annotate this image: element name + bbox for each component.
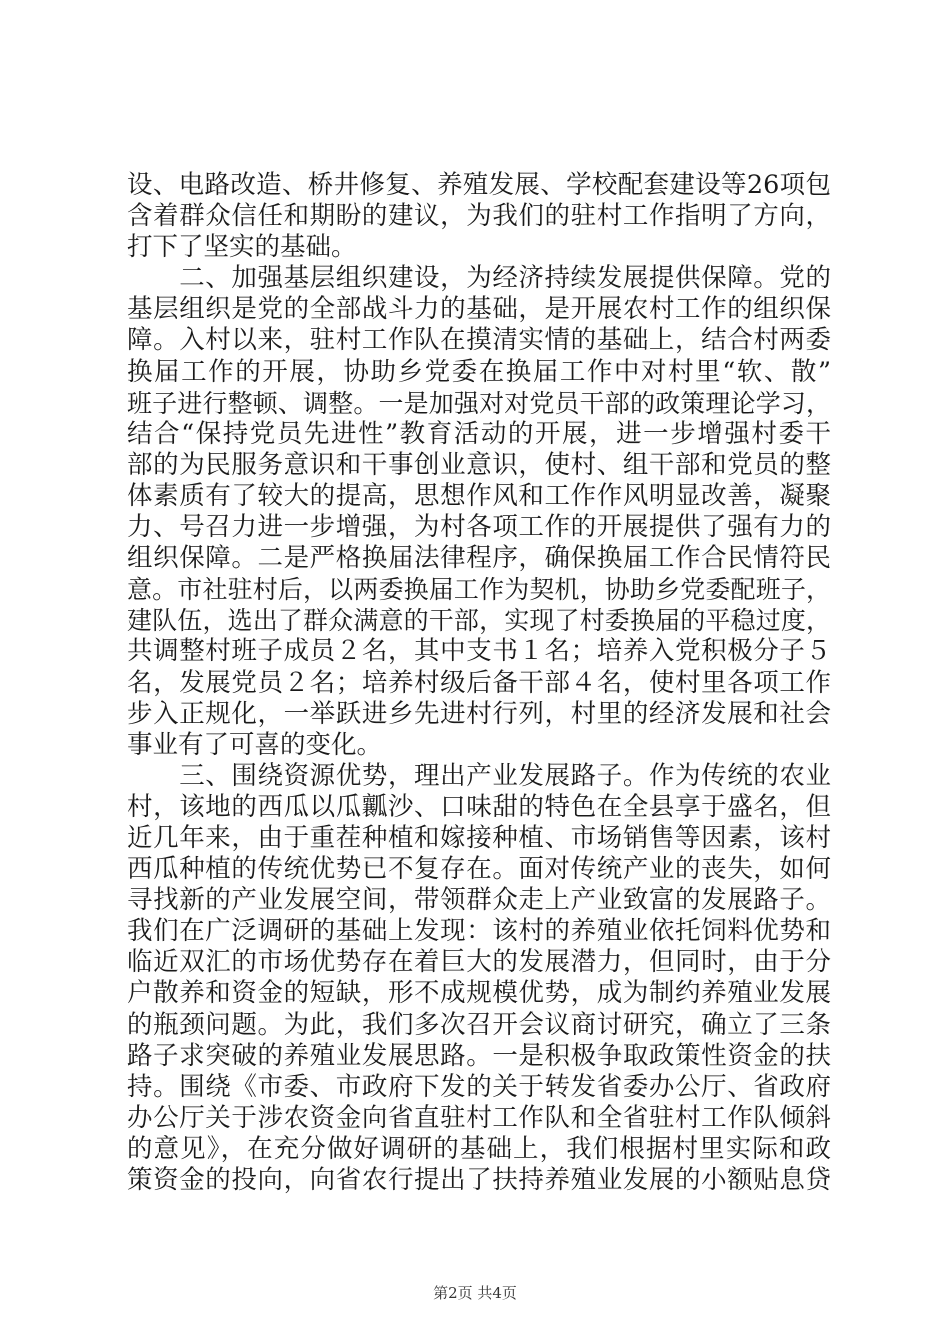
text-line: 体素质有了较大的提高，思想作风和工作作风明显改善，凝聚 [127,480,831,511]
text-line: 路子求突破的养殖业发展思路。一是积极争取政策性资金的扶 [127,1040,831,1071]
text-line: 的意见》，在充分做好调研的基础上，我们根据村里实际和政 [127,1133,831,1164]
text-line: 力、号召力进一步增强，为村各项工作的开展提供了强有力的 [127,512,831,543]
text-line: 组织保障。二是严格换届法律程序，确保换届工作合民情符民 [127,543,831,574]
text-line: 障。入村以来，驻村工作队在摸清实情的基础上，结合村两委 [127,325,831,356]
text-line: 含着群众信任和期盼的建议，为我们的驻村工作指明了方向， [127,201,831,232]
document-body [127,170,831,1196]
page-footer: 第2页 共4页 [433,1284,517,1302]
text-line: 办公厅关于涉农资金向省直驻村工作队和全省驻村工作队倾斜 [127,1102,831,1133]
text-line: 户散养和资金的短缺，形不成规模优势，成为制约养殖业发展 [127,978,831,1009]
text-line: 建队伍，选出了群众满意的干部，实现了村委换届的平稳过度， [127,606,831,636]
text-line: 结合“保持党员先进性”教育活动的开展，进一步增强村委干 [127,418,831,449]
text-line: 名，发展党员２名；培养村级后备干部４名，使村里各项工作 [127,667,831,698]
text-line: 西瓜种植的传统优势已不复存在。面对传统产业的丧失，如何 [127,854,831,885]
text-line: 近几年来，由于重茬种植和嫁接种植、市场销售等因素，该村 [127,822,831,853]
text-line: 的瓶颈问题。为此，我们多次召开会议商讨研究，确立了三条 [127,1009,831,1040]
text-line: 班子进行整顿、调整。一是加强对对党员干部的政策理论学习， [127,388,831,418]
text-line: 换届工作的开展，协助乡党委在换届工作中对村里“软、散” [127,356,831,387]
text-line: 寻找新的产业发展空间，带领群众走上产业致富的发展路子。 [127,885,831,916]
text-line: 持。围绕《市委、市政府下发的关于转发省委办公厅、省政府 [127,1071,831,1102]
text-line: 基层组织是党的全部战斗力的基础，是开展农村工作的组织保 [127,294,831,325]
text-line: 我们在广泛调研的基础上发现：该村的养殖业依托饲料优势和 [127,916,831,947]
text-line: 事业有了可喜的变化。 [127,729,383,760]
text-line: 步入正规化，一举跃进乡先进村行列，村里的经济发展和社会 [127,698,831,729]
text-line: 村，该地的西瓜以瓜瓤沙、口味甜的特色在全县享于盛名，但 [127,791,831,822]
text-line: 二、加强基层组织建设，为经济持续发展提供保障。党的 [127,263,831,294]
text-line: 三、围绕资源优势，理出产业发展路子。作为传统的农业 [127,760,831,791]
text-line: 设、电路改造、桥井修复、养殖发展、学校配套建设等26项包 [127,170,831,200]
text-line: 临近双汇的市场优势存在着巨大的发展潜力，但同时，由于分 [127,947,831,978]
text-line: 共调整村班子成员２名，其中支书１名；培养入党积极分子５ [127,636,831,667]
text-line: 打下了坚实的基础。 [127,232,357,263]
text-line: 部的为民服务意识和干事创业意识，使村、组干部和党员的整 [127,449,831,480]
text-line: 策资金的投向，向省农行提出了扶持养殖业发展的小额贴息贷 [127,1165,831,1195]
text-line: 意。市社驻村后，以两委换届工作为契机，协助乡党委配班子， [127,575,831,605]
